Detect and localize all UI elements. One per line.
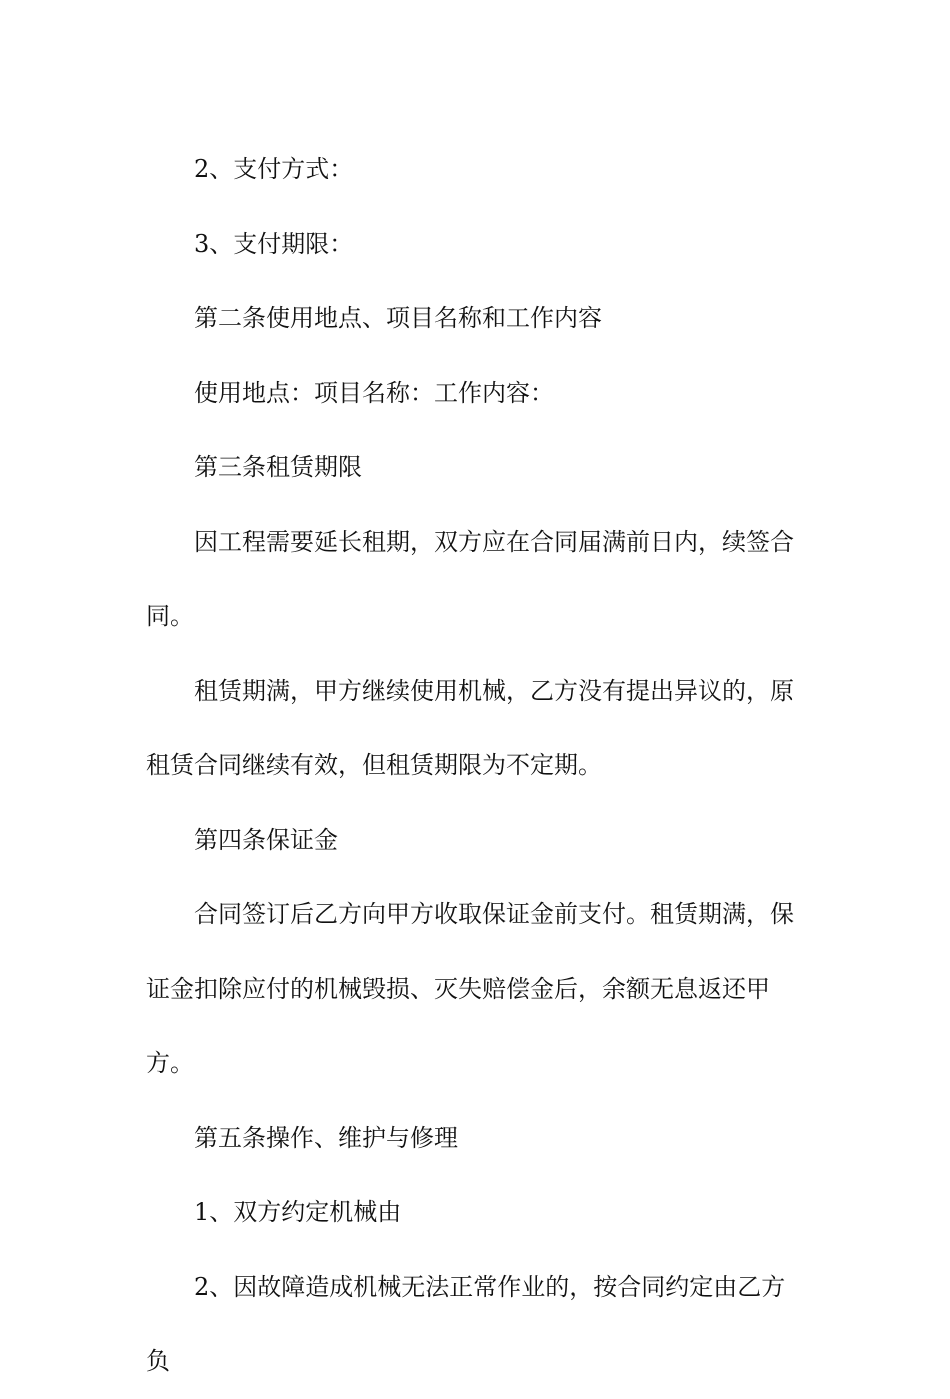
deposit-paragraph: 合同签订后乙方向甲方收取保证金前支付。租赁期满，保证金扣除应付的机械毁损、灭失赔偿金后，余额无息返还甲方。 bbox=[146, 900, 794, 1077]
payment-method-line: 2、支付方式： bbox=[194, 155, 354, 183]
article-2-heading: 第二条使用地点、项目名称和工作内容 bbox=[194, 304, 602, 332]
operation-clause-1: 1、双方约定机械由 bbox=[194, 1198, 402, 1226]
article-3-heading: 第三条租赁期限 bbox=[194, 453, 362, 481]
article-5-heading: 第五条操作、维护与修理 bbox=[194, 1123, 458, 1152]
operation-clause-2: 2、因故障造成机械无法正常作业的，按合同约定由乙方负 bbox=[146, 1272, 786, 1375]
article-4-heading: 第四条保证金 bbox=[194, 825, 338, 854]
payment-term-line: 3、支付期限： bbox=[194, 229, 354, 258]
document-body bbox=[146, 132, 806, 1399]
location-project-content-line: 使用地点：项目名称：工作内容： bbox=[194, 378, 554, 407]
lease-expiry-paragraph: 租赁期满，甲方继续使用机械，乙方没有提出异议的，原租赁合同继续有效，但租赁期限为不定期。 bbox=[146, 676, 794, 779]
lease-extension-paragraph: 因工程需要延长租期，双方应在合同届满前日内，续签合同。 bbox=[146, 527, 794, 630]
